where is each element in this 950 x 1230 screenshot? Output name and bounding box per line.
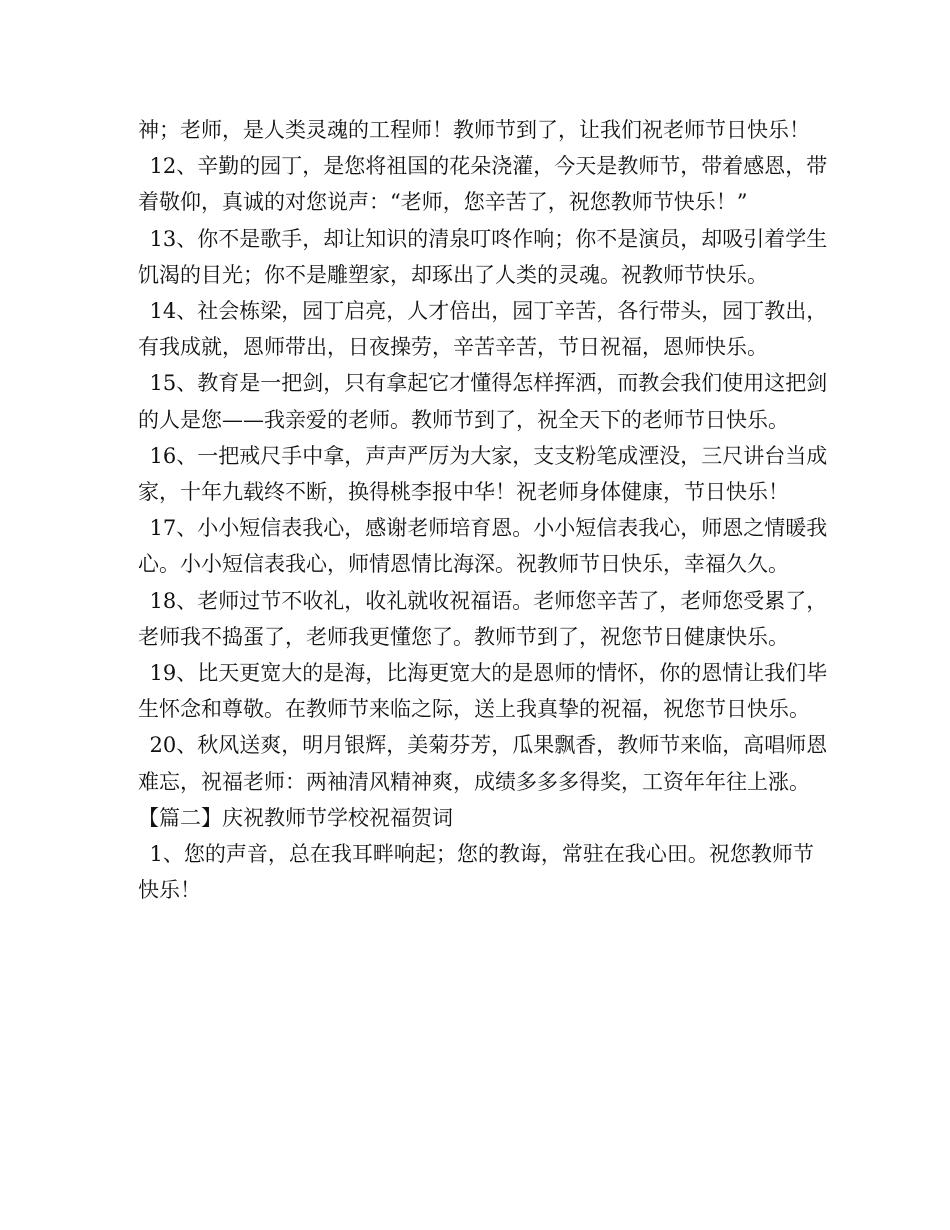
paragraph-item-17: 17、小小短信表我心，感谢老师培育恩。小小短信表我心，师恩之情暖我心。小小短信表我心，师情恩情比海深。祝教师节日快乐，幸福久久。 bbox=[138, 516, 828, 577]
paragraph-item-19: 19、比天更宽大的是海，比海更宽大的是恩师的情怀，你的恩情让我们毕生怀念和尊敬。在教师节来临之际，送上我真挚的祝福，祝您节日快乐。 bbox=[138, 661, 828, 722]
paragraph-item-16: 16、一把戒尺手中拿，声声严厉为大家，支支粉笔成湮没，三尺讲台当成家，十年九载终不断，换得桃李报中华！祝老师身体健康，节日快乐！ bbox=[138, 443, 828, 505]
paragraph-continuation: 神；老师，是人类灵魂的工程师！教师节到了，让我们祝老师节日快乐！ bbox=[138, 118, 810, 142]
section-heading: 【篇二】庆祝教师节学校祝福贺词 bbox=[138, 805, 453, 830]
section-paragraph-item-1: 1、您的声音，总在我耳畔响起；您的教诲，常驻在我心田。祝您教师节快乐！ bbox=[138, 842, 814, 903]
paragraph-item-15: 15、教育是一把剑，只有拿起它才懂得怎样挥洒，而教会我们使用这把剑的人是您——我亲爱的老师。教师节到了，祝全天下的老师节日快乐。 bbox=[138, 371, 828, 432]
paragraph-item-12: 12、辛勤的园丁，是您将祖国的花朵浇灌，今天是教师节，带着感恩，带着敬仰，真诚的对您说声：“老师，您辛苦了，祝您教师节快乐！” bbox=[138, 154, 828, 215]
paragraph-item-13: 13、你不是歌手，却让知识的清泉叮咚作响；你不是演员，却吸引着学生饥渴的目光；你不是雕塑家，却琢出了人类的灵魂。祝教师节快乐。 bbox=[138, 226, 828, 287]
paragraph-item-14: 14、社会栋梁，园丁启亮，人才倍出，园丁辛苦，各行带头，园丁教出，有我成就，恩师带出，日夜操劳，辛苦辛苦，节日祝福，恩师快乐。 bbox=[138, 299, 828, 360]
paragraph-item-20: 20、秋风送爽，明月银辉，美菊芬芳，瓜果飘香，教师节来临，高唱师恩难忘，祝福老师：两袖清风精神爽，成绩多多多得奖，工资年年往上涨。 bbox=[138, 733, 828, 794]
document-body bbox=[138, 112, 828, 908]
paragraph-item-18: 18、老师过节不收礼，收礼就收祝福语。老师您辛苦了，老师您受累了，老师我不捣蛋了，老师我更懂您了。教师节到了，祝您节日健康快乐。 bbox=[138, 588, 828, 649]
